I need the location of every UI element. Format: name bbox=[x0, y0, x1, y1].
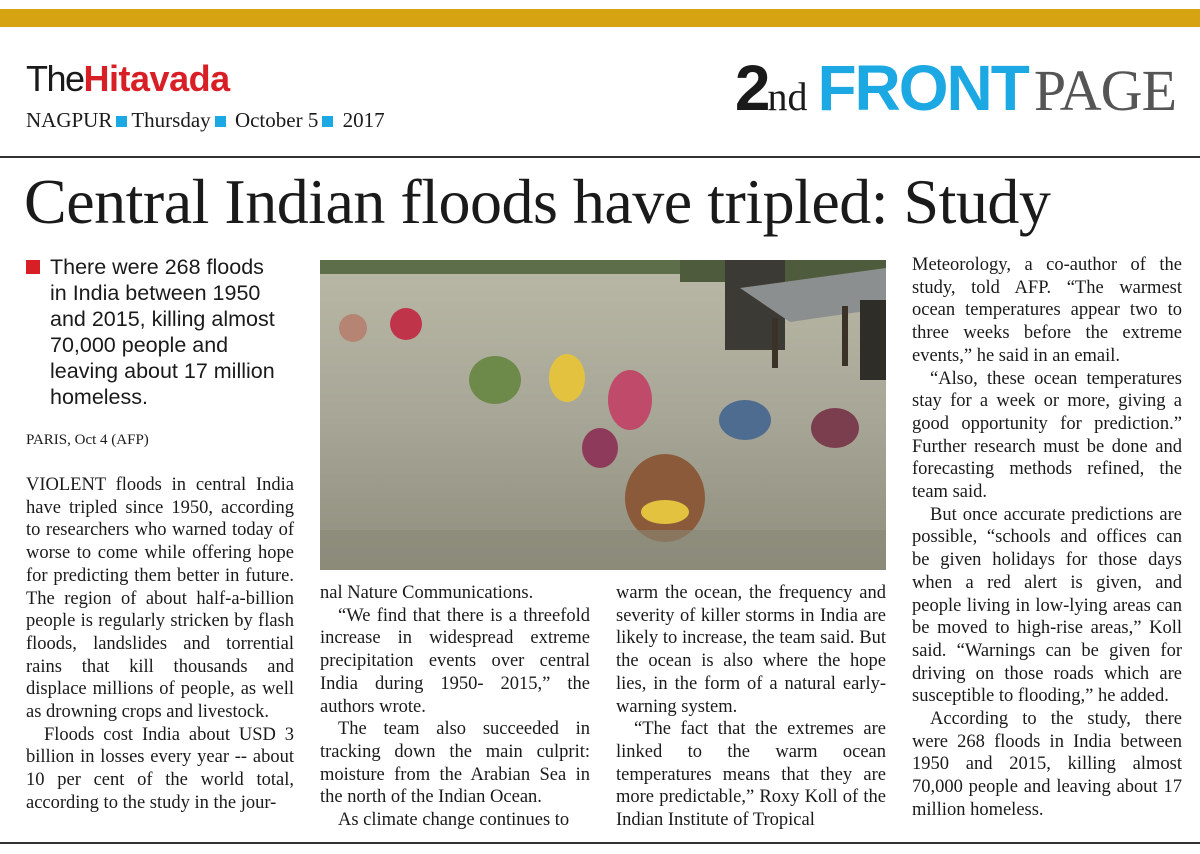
brand-prefix: The bbox=[26, 58, 84, 99]
highlight-text: There were 268 floods in India between 1950 and 2015, killing almost 70,000 people and leaving about 17 million homeless. bbox=[50, 255, 275, 409]
article-column-3 bbox=[616, 582, 886, 832]
highlight-box bbox=[26, 254, 286, 410]
square-bullet-icon bbox=[26, 260, 40, 274]
paragraph: “Also, these ocean temperatures stay for a week or more, giving a good opportunity for prediction.” Further research must be done and forecasting methods refined, the team said. bbox=[912, 368, 1182, 503]
square-bullet-icon bbox=[322, 116, 333, 127]
brand-name: Hitavada bbox=[83, 58, 230, 99]
paragraph: VIOLENT floods in central India have tripled since 1950, according to researchers who warned today of worse to come while offering hope for predicting them better in future. The region of about half-a-billion people is regularly stricken by flash floods, landslides and torrential rains that kill thousands and displace millions of people, as well as drowning crops and livestock. bbox=[26, 475, 294, 723]
dateline bbox=[26, 108, 385, 133]
dateline-year: 2017 bbox=[342, 108, 385, 132]
paragraph: As climate change continues to bbox=[338, 810, 570, 831]
paragraph: nal Nature Communications. bbox=[320, 583, 534, 603]
paragraph: The team also succeeded in tracking down the main culprit: moisture from the Arabian Sea in the north of the Indian Ocean. bbox=[320, 719, 590, 808]
byline: PARIS, Oct 4 (AFP) bbox=[26, 432, 149, 448]
dateline-day: Thursday bbox=[131, 108, 211, 132]
paragraph: “The fact that the extremes are linked to the warm ocean temperatures means that they are more predictable,” Roxy Koll of the Indian Institute of Tropical bbox=[616, 719, 886, 831]
section-title bbox=[735, 48, 1176, 145]
article-column-4 bbox=[912, 254, 1182, 822]
section-number: 2 bbox=[734, 52, 768, 124]
paragraph: warm the ocean, the frequency and severity of killer storms in India are likely to increase, the team said. But the ocean is also where the hope lies, in the form of a natural early-warning system. bbox=[616, 583, 886, 717]
paragraph: “We find that there is a threefold increase in widespread extreme precipitation events over central India during 1950- 2015,” the authors wrote. bbox=[320, 605, 590, 717]
article-column-2 bbox=[320, 582, 590, 832]
article-column-1 bbox=[26, 474, 294, 815]
square-bullet-icon bbox=[116, 116, 127, 127]
flood-photo bbox=[320, 260, 886, 570]
paragraph: But once accurate predictions are possible, “schools and offices can be given holidays for those days when a red alert is given, and people living in low-lying areas can be moved to high-rise areas,” Koll said. “Warnings can be given for driving on those roads which are susceptible to flooding,” he added. bbox=[912, 504, 1182, 707]
section-number-suffix: nd bbox=[767, 74, 808, 119]
section-word-page: PAGE bbox=[1033, 58, 1176, 123]
square-bullet-icon bbox=[215, 116, 226, 127]
dateline-date: October 5 bbox=[234, 108, 319, 132]
section-word-front: FRONT bbox=[817, 52, 1028, 124]
article-headline: Central Indian floods have tripled: Study bbox=[24, 166, 1051, 237]
top-color-bar bbox=[0, 9, 1200, 27]
footer-rule bbox=[0, 842, 1200, 844]
dateline-city: NAGPUR bbox=[26, 108, 113, 132]
header-rule bbox=[0, 156, 1200, 158]
paragraph: According to the study, there were 268 floods in India between 1950 and 2015, killing almost 70,000 people and leaving about 17 million homeless. bbox=[912, 709, 1182, 820]
newspaper-logo bbox=[26, 58, 230, 98]
paragraph: Floods cost India about USD 3 billion in losses every year -- about 10 per cent of the world total, according to the study in the jour- bbox=[26, 724, 294, 813]
paragraph: Meteorology, a co-author of the study, told AFP. “The warmest ocean temperatures appear two to three weeks before the extreme events,” he said in an email. bbox=[912, 255, 1182, 366]
